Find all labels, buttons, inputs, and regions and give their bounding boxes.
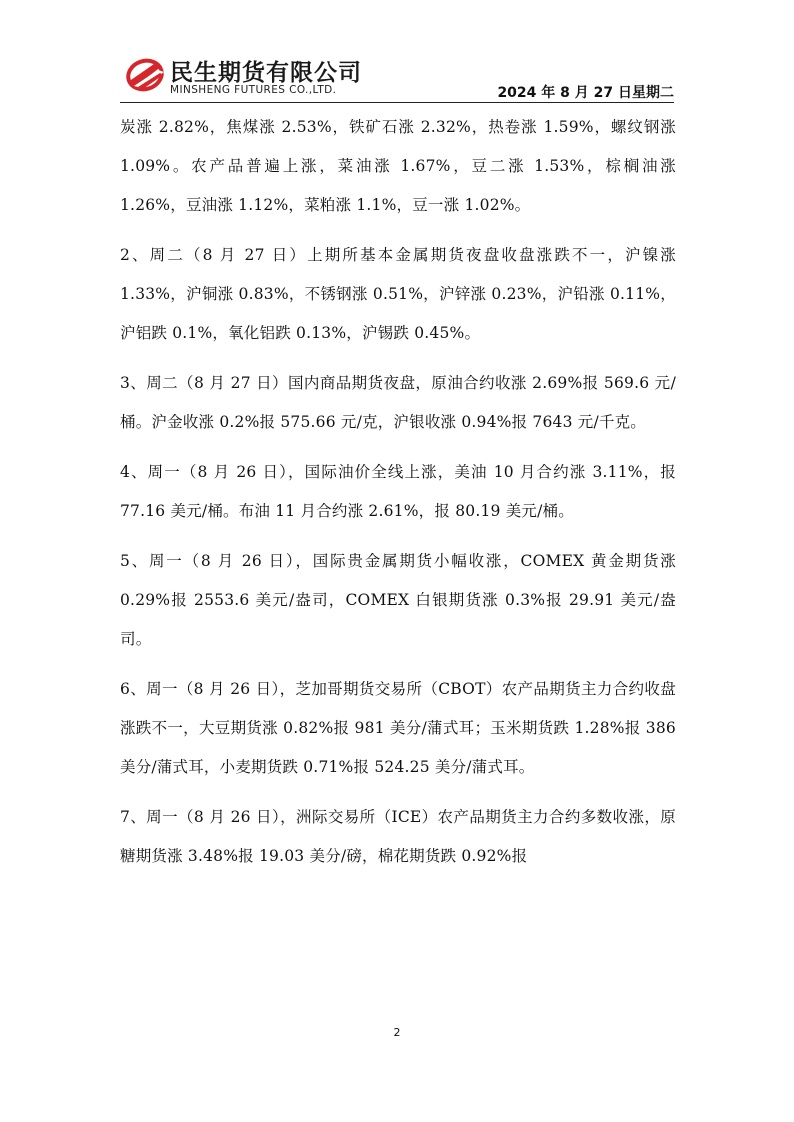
paragraph-2: 2、周二（8 月 27 日）上期所基本金属期货夜盘收盘涨跌不一，沪镍涨 1.33%，沪铜涨 0.83%，不锈钢涨 0.51%，沪锌涨 0.23%，沪铅涨 0.11%，沪铝跌 0.1%，氧化铝跌 0.13%，沪锡跌 0.45%。 [120, 246, 676, 342]
paragraph-5: 5、周一（8 月 26 日），国际贵金属期货小幅收涨，COMEX 黄金期货涨 0.29%报 2553.6 美元/盎司，COMEX 白银期货涨 0.3%报 29.91 美元/盎司。 [120, 552, 676, 648]
paragraph-4: 4、周一（8 月 26 日），国际油价全线上涨，美油 10 月合约涨 3.11%，报 77.16 美元/桶。布油 11 月合约涨 2.61%，报 80.19 美元/桶。 [120, 463, 676, 520]
report-date: 2024 年 8 月 27 日星期二 [497, 85, 674, 101]
logo-chinese-name: 民生期货有限公司 [170, 60, 362, 86]
document-body [120, 108, 676, 887]
company-logo [120, 54, 370, 100]
logo-english-name: MINSHENG FUTURES CO.,LTD. [170, 84, 337, 96]
paragraph-3: 3、周二（8 月 27 日）国内商品期货夜盘，原油合约收涨 2.69%报 569.6 元/桶。沪金收涨 0.2%报 575.66 元/克，沪银收涨 0.94%报 7643 元/千克。 [120, 374, 676, 431]
logo-emblem-icon [124, 56, 166, 92]
page-number: 2 [393, 1026, 401, 1039]
paragraph-1: 炭涨 2.82%，焦煤涨 2.53%，铁矿石涨 2.32%，热卷涨 1.59%，螺纹钢涨 1.09%。农产品普遍上涨，菜油涨 1.67%，豆二涨 1.53%，棕榈油涨 1.26%，豆油涨 1.12%，菜粕涨 1.1%，豆一涨 1.02%。 [120, 118, 676, 214]
paragraph-6: 6、周一（8 月 26 日），芝加哥期货交易所（CBOT）农产品期货主力合约收盘涨跌不一，大豆期货涨 0.82%报 981 美分/蒲式耳；玉米期货跌 1.28%报 386 美分/蒲式耳，小麦期货跌 0.71%报 524.25 美分/蒲式耳。 [120, 680, 676, 776]
page-header [120, 50, 674, 102]
header-divider [120, 102, 674, 103]
paragraph-7: 7、周一（8 月 26 日），洲际交易所（ICE）农产品期货主力合约多数收涨，原糖期货涨 3.48%报 19.03 美分/磅，棉花期货跌 0.92%报 [120, 808, 676, 865]
